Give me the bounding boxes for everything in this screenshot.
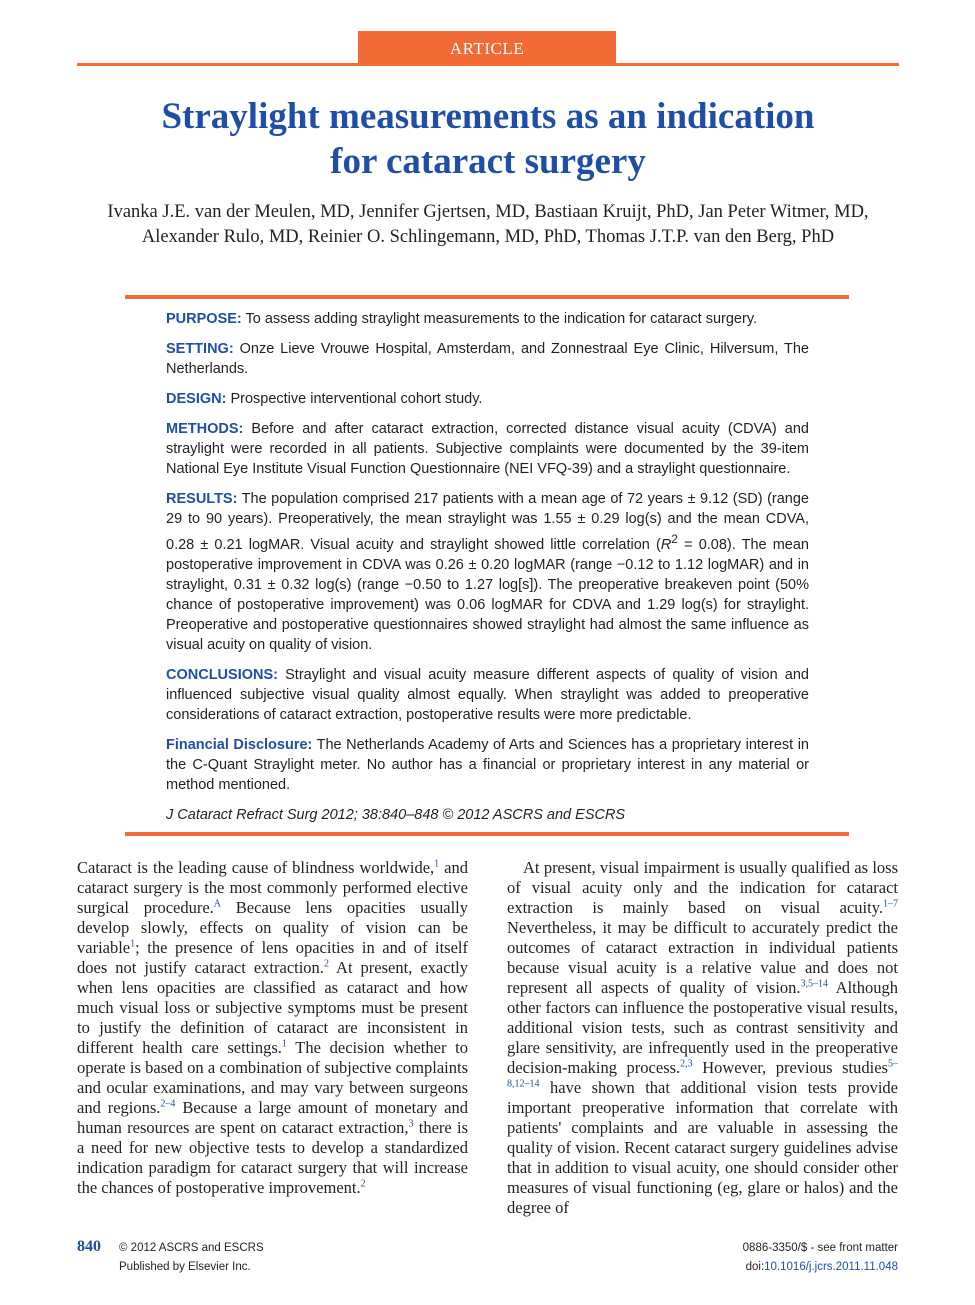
reference-link[interactable]: 2,3 xyxy=(680,1058,693,1070)
results-label: RESULTS: xyxy=(166,491,238,507)
authors-line-1: Ivanka J.E. van der Meulen, MD, Jennifer Gjertsen, MD, Bastiaan Kruijt, PhD, Jan Peter Witmer, MD, xyxy=(107,202,869,222)
body-paragraph xyxy=(77,858,468,1198)
title-line-2: for cataract surgery xyxy=(330,141,646,182)
abstract-disclosure xyxy=(166,735,809,795)
body-column-right xyxy=(507,858,898,1218)
design-text: Prospective interventional cohort study. xyxy=(226,391,483,407)
purpose-label: PURPOSE: xyxy=(166,311,242,327)
results-text-b: = 0.08). The mean postoperative improvement in CDVA was 0.26 ± 0.20 logMAR (range −0.12 to 1.12 logMAR) and in straylight, 0.31 ± 0.32 log(s) (range −0.50 to 1.27 log[s]). The preoperative breakeven point (50% chance of postoperative improvement) was 0.06 logMAR for CDVA and 1.29 log(s) for straylight. Preoperative and postoperative questionnaires showed straylight had almost the same influence as visual acuity on quality of vision. xyxy=(166,536,809,653)
left-text-2: and cataract surgery is the most commonly performed elective surgical procedure. xyxy=(77,858,469,917)
left-text-8: there is a need for new objective tests to develop a standardized indication paradigm for cataract surgery that will increase the chances of postoperative improvement. xyxy=(77,1118,469,1197)
disclosure-text: The Netherlands Academy of Arts and Sciences has a proprietary interest in the C-Quant Straylight meter. No author has a financial or proprietary interest in any material or method mentioned. xyxy=(166,736,809,793)
right-text-4: However, previous studies xyxy=(692,1058,888,1077)
setting-text: Onze Lieve Vrouwe Hospital, Amsterdam, and Zonnestraal Eye Clinic, Hilversum, The Netherlands. xyxy=(166,341,809,377)
results-r-exponent: 2 xyxy=(671,532,679,546)
left-text-7: Because a large amount of monetary and human resources are spent on cataract extraction, xyxy=(77,1098,468,1137)
reference-link[interactable]: 1 xyxy=(434,858,440,870)
abstract xyxy=(166,309,809,835)
design-label: DESIGN: xyxy=(166,391,227,407)
right-text-1: At present, visual impairment is usually qualified as loss of visual acuity only and the indication for cataract extraction is mainly based on visual acuity. xyxy=(507,858,898,917)
footer-doi xyxy=(746,1261,898,1273)
journal-citation: J Cataract Refract Surg 2012; 38:840–848 © 2012 ASCRS and ESCRS xyxy=(166,806,626,823)
doi-prefix: doi: xyxy=(745,1261,765,1273)
reference-link[interactable]: 1 xyxy=(130,938,136,950)
abstract-top-rule xyxy=(125,295,849,299)
conclusions-text: Straylight and visual acuity measure different aspects of quality of vision and influenced subjective visual quality almost equally. When straylight was added to preoperative considerations of cataract extraction, postoperative results were more predictable. xyxy=(166,666,809,723)
left-text-1: Cataract is the leading cause of blindness worldwide, xyxy=(77,858,435,877)
reference-link[interactable]: 5–8,12–14 xyxy=(507,1058,898,1090)
abstract-design xyxy=(166,389,809,409)
right-text-3: Although other factors can influence the postoperative visual results, additional vision tests, such as contrast sensitivity and glare sensitivity, are infrequently used in the preoperative decision-making process. xyxy=(507,978,898,1077)
body-column-left xyxy=(77,858,468,1198)
footer-issn: 0886-3350/$ - see front matter xyxy=(742,1242,898,1254)
authors-line-2: Alexander Rulo, MD, Reinier O. Schlingemann, MD, PhD, Thomas J.T.P. van den Berg, PhD xyxy=(141,227,835,247)
abstract-conclusions xyxy=(166,665,809,725)
left-text-5: At present, exactly when lens opacities are classified as cataract and how much visual loss or subjective symptoms must be present to justify the definition of cataract are inconsistent in different health care settings. xyxy=(77,958,468,1057)
results-text-a: The population comprised 217 patients with a mean age of 72 years ± 9.12 (SD) (range 29 to 90 years). Preoperatively, the mean straylight was 1.55 ± 0.29 log(s) and the mean CDVA, 0.28 ± 0.21 logMAR. Visual acuity and straylight showed little correlation ( xyxy=(166,491,809,553)
left-text-3: Because lens opacities usually develop slowly, effects on quality of vision can be variable xyxy=(77,898,468,957)
reference-link[interactable]: 1 xyxy=(281,1038,287,1050)
reference-link[interactable]: 3 xyxy=(408,1118,414,1130)
reference-link[interactable]: 1–7 xyxy=(883,898,898,910)
setting-label: SETTING: xyxy=(166,341,234,357)
doi-link[interactable]: 10.1016/j.jcrs.2011.11.048 xyxy=(764,1261,898,1273)
body-paragraph xyxy=(507,858,898,1218)
right-text-5: have shown that additional vision tests provide important preoperative information that correlate with patients' complaints and are valuable in assessing the quality of vision. Recent cataract surgery guidelines advise that in addition to visual acuity, one should consider other measures of visual functioning (eg, glare or halos) and the degree of xyxy=(507,1078,898,1217)
methods-text: Before and after cataract extraction, corrected distance visual acuity (CDVA) and straylight were recorded in all patients. Subjective complaints were documented by the 39-item National Eye Institute Visual Function Questionnaire (NEI VFQ-39) and a straylight questionnaire. xyxy=(166,421,809,477)
reference-link[interactable]: 2 xyxy=(360,1178,366,1190)
left-text-6: The decision whether to operate is based on a combination of subjective complaints and ocular examinations, and may vary between surgeons and regions. xyxy=(77,1038,468,1117)
author-list xyxy=(77,200,899,250)
reference-link[interactable]: 2–4 xyxy=(160,1098,176,1110)
left-text-4: ; the presence of lens opacities in and of itself does not justify cataract extraction. xyxy=(77,938,468,977)
article-title xyxy=(77,94,899,184)
header-rule xyxy=(77,63,899,66)
reference-link[interactable]: 2 xyxy=(323,958,329,970)
disclosure-label: Financial Disclosure: xyxy=(166,736,313,753)
conclusions-label: CONCLUSIONS: xyxy=(166,666,278,683)
abstract-purpose xyxy=(166,309,809,329)
abstract-bottom-rule xyxy=(125,832,849,836)
reference-link[interactable]: A xyxy=(213,898,222,910)
results-r-symbol: R xyxy=(660,536,672,553)
abstract-setting xyxy=(166,339,809,379)
page-number: 840 xyxy=(77,1238,101,1255)
section-label-tab: ARTICLE xyxy=(358,31,616,65)
title-line-1: Straylight measurements as an indication xyxy=(161,96,815,137)
abstract-methods xyxy=(166,419,809,479)
footer-copyright: © 2012 ASCRS and ESCRS xyxy=(119,1242,264,1254)
reference-link[interactable]: 3,5–14 xyxy=(800,978,829,990)
footer-publisher: Published by Elsevier Inc. xyxy=(119,1261,251,1273)
right-text-2: Nevertheless, it may be difficult to accurately predict the outcomes of cataract extraction in individual patients because visual acuity is a relative value and does not represent all aspects of quality of vision. xyxy=(507,918,898,997)
purpose-text: To assess adding straylight measurements to the indication for cataract surgery. xyxy=(241,311,758,327)
methods-label: METHODS: xyxy=(166,421,244,437)
abstract-results xyxy=(166,489,809,655)
